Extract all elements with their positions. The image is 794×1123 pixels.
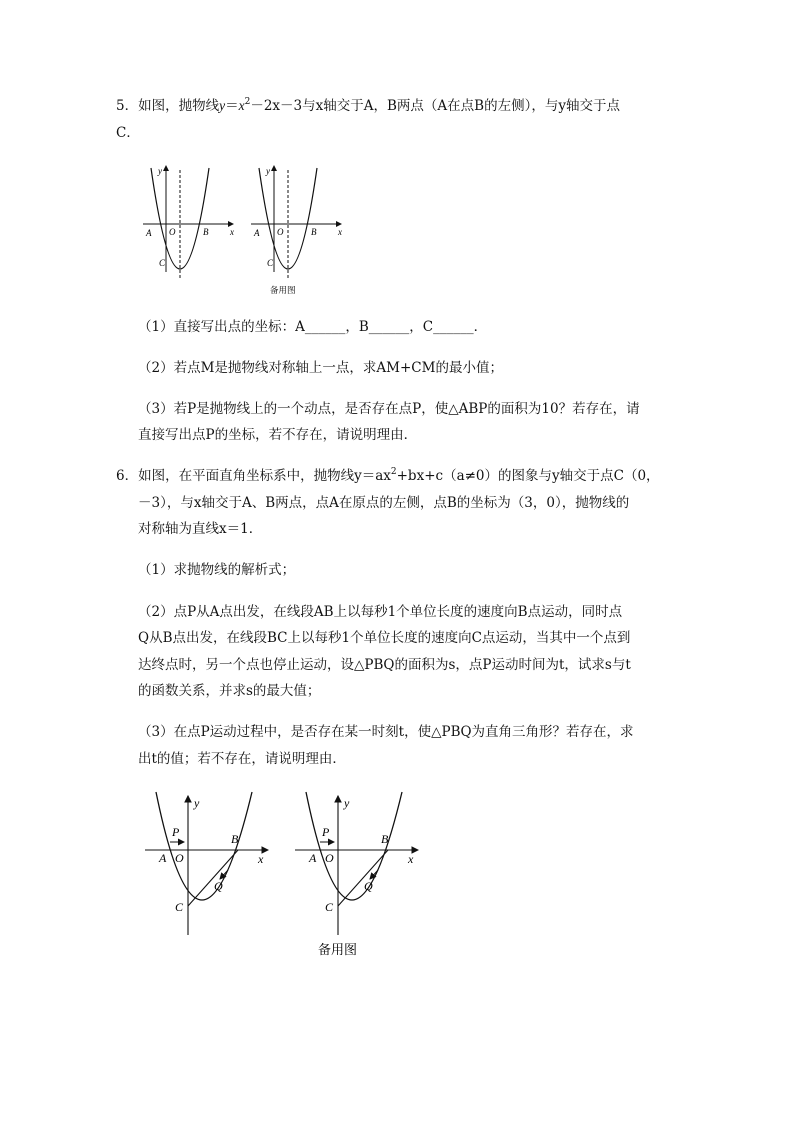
label-Q: Q — [214, 879, 223, 893]
label-x: x — [230, 227, 234, 237]
q6-sub-3-line-1: （3）在点P运动过程中，是否存在某一时刻t，使△PBQ为直角三角形？若存在，求 — [138, 724, 634, 740]
q5-sub-3-line-2: 直接写出点P的坐标，若不存在，请说明理由． — [138, 427, 418, 443]
q5-fig-caption: 备用图 — [270, 286, 296, 296]
svg-text:P: P — [322, 825, 330, 839]
label-x: x — [258, 852, 264, 866]
parabola — [151, 168, 209, 269]
svg-text:B: B — [381, 832, 389, 846]
q6-sub-2-line-3: 达终点时，另一个点也停止运动，设△PBQ的面积为s，点P运动时间为t，试求s与t — [138, 657, 631, 673]
q6-sub-3-line-2: 出t的值；若不存在，请说明理由． — [138, 751, 346, 767]
label-y: y — [194, 796, 200, 810]
svg-text:B: B — [311, 227, 317, 237]
label-O: O — [175, 851, 184, 865]
svg-text:x: x — [338, 227, 342, 237]
label-P: P — [172, 825, 180, 839]
parabola — [156, 792, 252, 900]
q6-line-1: 6．如图，在平面直角坐标系中，抛物线$y=ax^2+bx+c(a\ne 0)$的图象与y轴交于点C（0， — [116, 466, 660, 484]
q6-line-3: 对称轴为直线x＝1． — [138, 521, 263, 537]
label-O: O — [169, 227, 176, 237]
label-A: A — [159, 851, 167, 865]
q6-sub-2-line-4: 的函数关系，并求s的最大值； — [138, 683, 321, 699]
label-B: B — [203, 227, 209, 237]
svg-text:O: O — [277, 227, 284, 237]
label-C: C — [159, 258, 166, 268]
svg-text:C: C — [325, 900, 334, 914]
svg-text:x: x — [408, 852, 414, 866]
svg-text:Q: Q — [364, 879, 373, 893]
q6-sub-1: （1）求抛物线的解析式； — [138, 562, 296, 578]
q6-sub-2-line-2: Q从B点出发，在线段BC上以每秒1个单位长度的速度向C点运动，当其中一个点到 — [138, 630, 631, 646]
q6-sub-2-line-1: （2）点P从A点出发，在线段AB上以每秒1个单位长度的速度向B点运动，同时点 — [138, 604, 623, 620]
svg-text:A: A — [254, 228, 260, 238]
svg-text:O: O — [325, 851, 334, 865]
label-B: B — [231, 832, 239, 846]
q5-sub-2: （2）若点M是抛物线对称轴上一点，求AM+CM的最小值； — [138, 360, 503, 376]
label-A: A — [146, 228, 152, 238]
q5-line-2: C． — [116, 125, 140, 141]
q6-fig-caption: 备用图 — [318, 943, 358, 958]
q5-figures — [138, 160, 348, 300]
q5-sub-3-line-1: （3）若P是抛物线上的一个动点，是否存在点P，使△ABP的面积为10？若存在，请 — [138, 401, 640, 417]
q5-figure-main — [143, 166, 234, 280]
q6-line-2: －3），与x轴交于A、B两点，点A在原点的左侧，点B的坐标为（3，0），抛物线的 — [138, 495, 630, 511]
q6-figures — [140, 790, 430, 965]
q6-figure-main — [145, 792, 268, 935]
q5-figure-spare — [251, 166, 342, 296]
q5-line-1: 5．如图，抛物线$y=x^2-2x-3$与x轴交于A，B两点（A在点B的左侧），与y轴交于点 — [116, 96, 620, 114]
label-y: y — [158, 166, 162, 176]
q6-figure-spare — [295, 792, 418, 958]
label-C: C — [175, 900, 184, 914]
segment-BC — [188, 850, 238, 906]
svg-text:y: y — [266, 166, 270, 176]
svg-text:y: y — [344, 796, 350, 810]
svg-text:A: A — [309, 851, 317, 865]
q5-sub-1: （1）直接写出点的坐标：A______，B______，C______． — [138, 319, 488, 335]
svg-text:C: C — [267, 258, 274, 268]
